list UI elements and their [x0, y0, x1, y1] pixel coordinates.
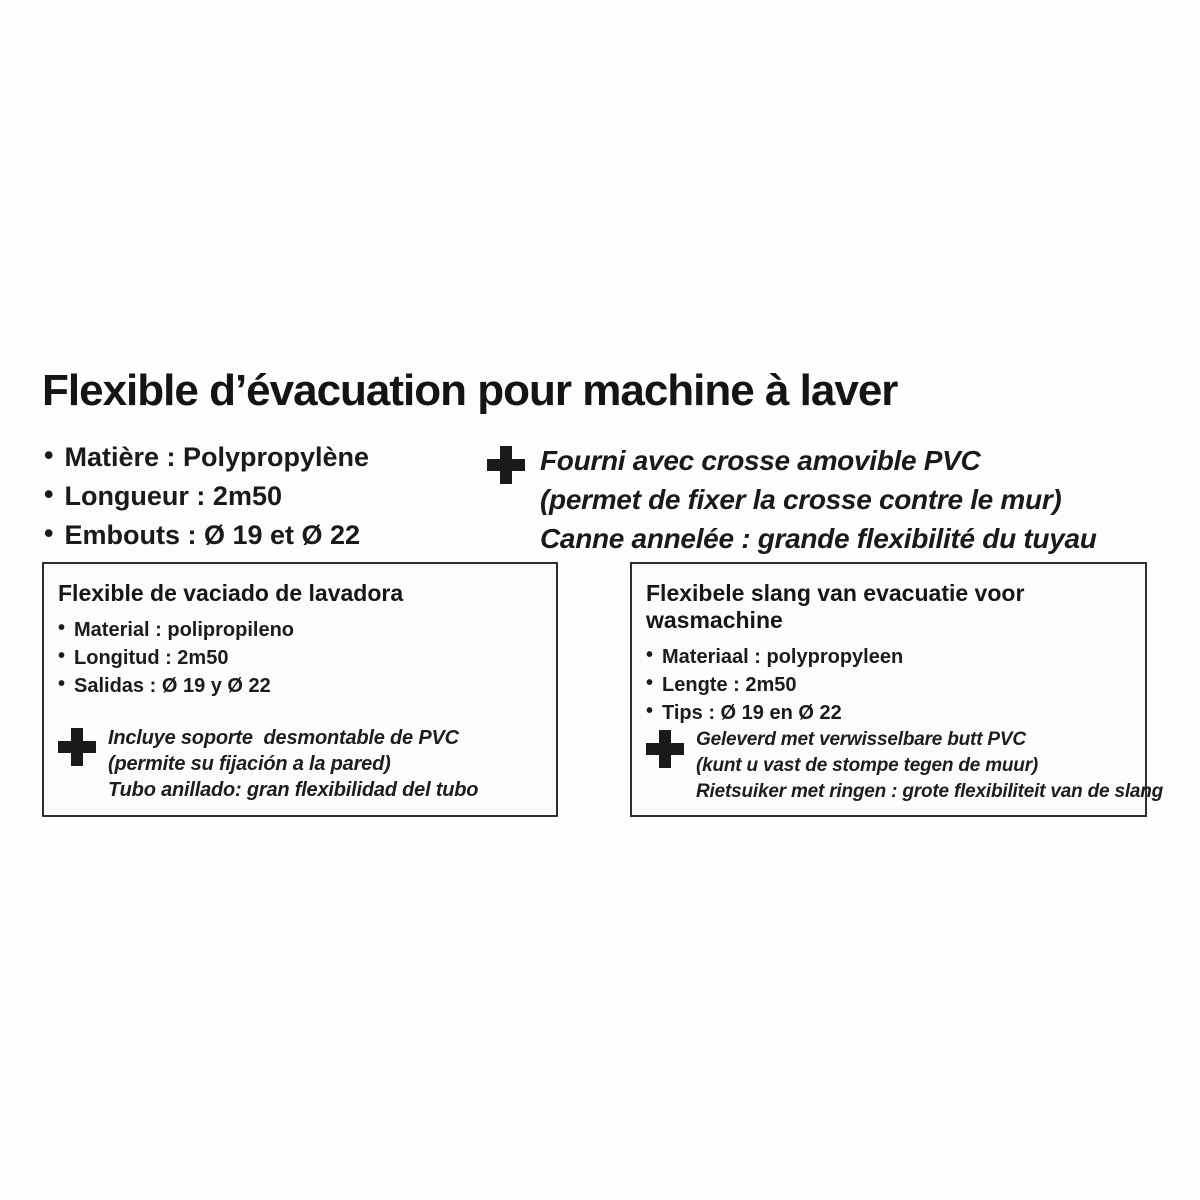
spanish-info-box: [42, 562, 558, 817]
bullet-icon: •: [44, 440, 54, 470]
list-item: [44, 477, 369, 516]
spec-text: Longueur : 2m50: [64, 481, 282, 511]
feature-line: Rietsuiker met ringen : grote flexibiliteit van de slang: [696, 781, 1164, 802]
list-item: [646, 671, 1129, 699]
feature-line: Geleverd met verwisselbare butt PVC: [696, 729, 1026, 750]
feature-line: Canne annelée : grande flexibilité du tuyau: [540, 523, 1097, 554]
feature-line: (permite su fijación a la pared): [108, 753, 391, 775]
bullet-icon: •: [58, 645, 66, 667]
feature-text: [108, 725, 478, 803]
feature-line: (kunt u vast de stompe tegen de muur): [696, 755, 1039, 776]
list-item: [58, 644, 540, 672]
dutch-info-box: [630, 562, 1164, 817]
spec-text: Materiaal : polypropyleen: [662, 646, 904, 668]
spec-text: Embouts : Ø 19 et Ø 22: [64, 520, 361, 550]
bullet-icon: •: [646, 672, 654, 694]
feature-line: (permet de fixer la crosse contre le mur): [540, 484, 1062, 515]
feature-text: [696, 727, 1163, 805]
plus-icon: [646, 730, 684, 768]
spec-text: Tips : Ø 19 en Ø 22: [662, 702, 842, 724]
feature-text: [540, 441, 1097, 558]
bullet-icon: •: [44, 518, 54, 548]
bullet-icon: •: [44, 479, 54, 509]
spanish-feature-note: [58, 725, 540, 803]
dutch-feature-note: [646, 727, 1164, 805]
spec-text: Material : polipropileno: [74, 619, 295, 641]
bullet-icon: •: [646, 700, 654, 722]
feature-line: Incluye soporte desmontable de PVC: [108, 727, 459, 749]
list-item: [44, 516, 369, 555]
bullet-icon: •: [58, 673, 66, 695]
feature-line: Tubo anillado: gran flexibilidad del tubo: [108, 779, 479, 801]
box-heading: Flexible de vaciado de lavadora: [58, 580, 404, 606]
plus-icon: [58, 728, 96, 766]
spec-text: Longitud : 2m50: [74, 647, 229, 669]
list-item: [646, 699, 1129, 727]
bullet-icon: •: [58, 617, 66, 639]
list-item: [58, 672, 540, 700]
box-heading: Flexibele slang van evacuatie voor wasmachine: [646, 580, 1025, 633]
bullet-icon: •: [646, 644, 654, 666]
spec-text: Matière : Polypropylène: [64, 442, 370, 472]
feature-line: Fourni avec crosse amovible PVC: [540, 445, 981, 476]
spanish-spec-list: [58, 616, 540, 700]
list-item: [44, 438, 369, 477]
list-item: [58, 616, 540, 644]
french-feature-note: [487, 441, 1097, 558]
dutch-spec-list: [646, 643, 1129, 727]
spec-text: Salidas : Ø 19 y Ø 22: [74, 675, 271, 697]
spec-text: Lengte : 2m50: [662, 674, 797, 696]
french-spec-list: [44, 438, 369, 555]
plus-icon: [487, 446, 525, 484]
list-item: [646, 643, 1129, 671]
page-title: Flexible d’évacuation pour machine à laver: [42, 366, 898, 415]
